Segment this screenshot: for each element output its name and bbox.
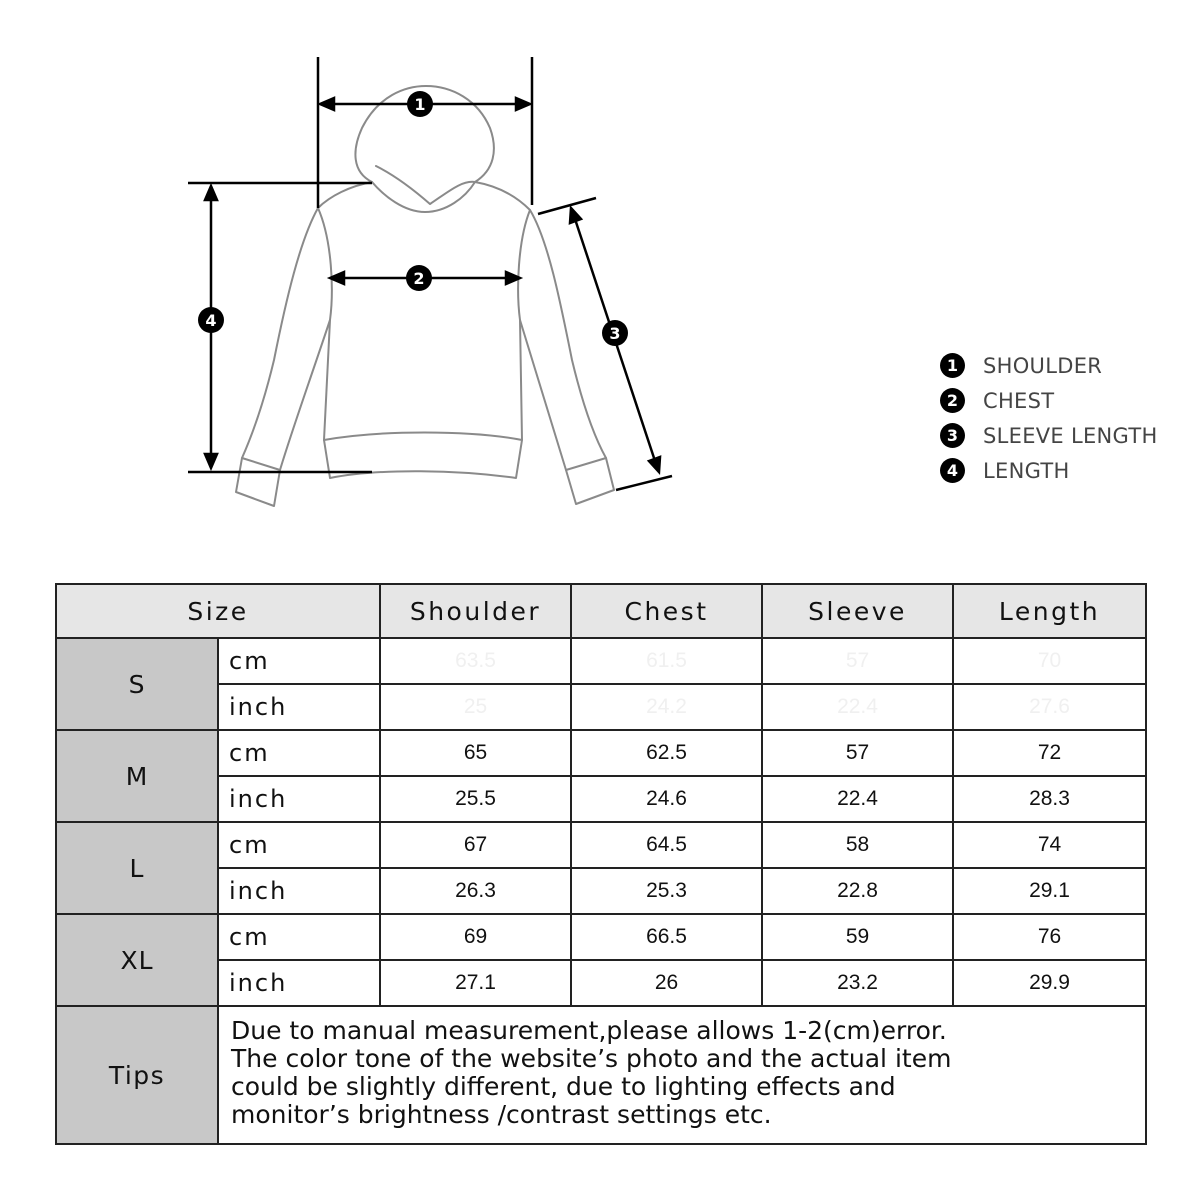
header-chest: Chest [571,584,762,638]
unit-label: cm [218,822,380,868]
table-cell: 23.2 [762,960,953,1006]
legend-number: 4 [940,458,965,483]
body-sides [324,320,522,440]
tips-label: Tips [56,1006,218,1144]
table-cell: 61.5 [571,638,762,684]
table-row [56,868,1146,914]
header-shoulder: Shoulder [380,584,571,638]
marker-2-label: 2 [413,269,425,288]
marker-2 [406,265,432,291]
table-cell: 62.5 [571,730,762,776]
table-row [56,684,1146,730]
table-cell: 57 [762,638,953,684]
table-cell: 22.4 [762,776,953,822]
table-row [56,776,1146,822]
header-sleeve: Sleeve [762,584,953,638]
legend-label: CHEST [983,388,1055,413]
table-row [56,730,1146,776]
tips-text [218,1006,1146,1144]
table-cell: 24.2 [571,684,762,730]
hood-inner [372,166,475,212]
marker-4-label: 4 [205,311,217,330]
legend-number: 1 [940,353,965,378]
table-cell: 72 [953,730,1146,776]
table-cell: 64.5 [571,822,762,868]
body-left-shoulder [318,182,372,208]
left-cuff [242,458,280,470]
table-cell: 22.4 [762,684,953,730]
table-cell: 63.5 [380,638,571,684]
legend-item-sleeve-length [940,418,1158,453]
table-cell: 65 [380,730,571,776]
hoodie-outline [236,86,614,506]
tip-line: monitor’s brightness /contrast settings etc. [231,1100,772,1129]
table-cell: 29.1 [953,868,1146,914]
table-cell: 25.5 [380,776,571,822]
size-label: S [56,638,218,730]
unit-label: cm [218,730,380,776]
unit-label: cm [218,914,380,960]
marker-4 [198,307,224,333]
table-cell: 69 [380,914,571,960]
table-cell: 26 [571,960,762,1006]
legend-item-chest [940,383,1158,418]
size-label: M [56,730,218,822]
unit-label: inch [218,684,380,730]
table-cell: 24.6 [571,776,762,822]
table-cell: 25.3 [571,868,762,914]
table-row [56,960,1146,1006]
legend-item-shoulder [940,348,1158,383]
header-length: Length [953,584,1146,638]
table-cell: 74 [953,822,1146,868]
body-right-shoulder [475,182,530,210]
table-cell: 57 [762,730,953,776]
legend-number: 2 [940,388,965,413]
header-size: Size [56,584,380,638]
table-cell: 67 [380,822,571,868]
table-cell: 66.5 [571,914,762,960]
table-row [56,822,1146,868]
table-row [56,638,1146,684]
legend-label: LENGTH [983,458,1070,483]
table-cell: 27.6 [953,684,1146,730]
right-cuff [566,458,606,470]
tip-line: Due to manual measurement,please allows 1-2(cm)error. [231,1016,947,1045]
table-cell: 70 [953,638,1146,684]
table-cell: 76 [953,914,1146,960]
tip-line: could be slightly different, due to lighting effects and [231,1072,896,1101]
table-cell: 29.9 [953,960,1146,1006]
table-cell: 25 [380,684,571,730]
measurement-legend [940,348,1158,488]
unit-label: cm [218,638,380,684]
table-header-row [56,584,1146,638]
legend-item-length [940,453,1158,488]
tips-row [56,1006,1146,1144]
marker-3 [602,320,628,346]
table-cell: 59 [762,914,953,960]
unit-label: inch [218,960,380,1006]
marker-1 [407,91,433,117]
legend-label: SHOULDER [983,353,1103,378]
size-label: L [56,822,218,914]
table-cell: 27.1 [380,960,571,1006]
tip-line: The color tone of the website’s photo and the actual item [231,1044,952,1073]
unit-label: inch [218,776,380,822]
legend-label: SLEEVE LENGTH [983,423,1158,448]
marker-3-label: 3 [609,324,621,343]
marker-1-label: 1 [414,95,426,114]
table-cell: 58 [762,822,953,868]
legend-number: 3 [940,423,965,448]
table-cell: 26.3 [380,868,571,914]
table-row [56,914,1146,960]
unit-label: inch [218,868,380,914]
table-cell: 28.3 [953,776,1146,822]
size-chart-table [55,583,1147,1145]
size-label: XL [56,914,218,1006]
table-cell: 22.8 [762,868,953,914]
